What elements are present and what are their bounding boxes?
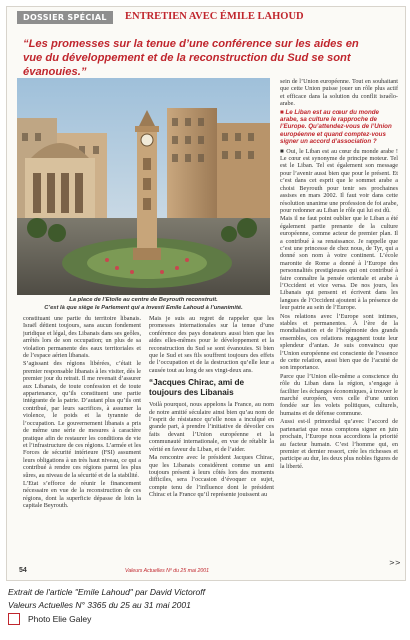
column3-paragraph: Parce que l’Union elle-même a conscience du rôle du Liban dans la région, s’engage à faciliter les échanges économiques, à trouver le marché européen, vers celle d’une union fondée sur les volets politiques, culturels, humains et de défense commune. [280,372,398,417]
column2-paragraph: Voilà pourquoi, nous appelons la France, au nom de notre amitié séculaire ainsi bien qu’au nom de l’esprit de résistance qu’elle nous a inculqué en grande part, à prendre l’initiative de dévoiler ces faits devant l’Union européenne et la communauté internationale, en vue de rétablir la vérité en faveur du Liban, et de l’aider. [149,401,274,453]
section-title: ENTRETIEN AVEC ÉMILE LAHOUD [125,11,304,22]
section-tag: DOSSIER SPÉCIAL [17,11,113,24]
column2-paragraph: Mais je suis au regret de rappeler que les promesses internationales sur la tenue d’une conférence des pays donateurs aussi bien que les aides elles-mêmes pour le développement et la reconstruction du Sud se sont évanouies. Si bien que le Sud et ses fils souffrent toujours des effets de l’occupation et de la destruction qu’elle leur a causée tout au long de ses vingt-deux ans. [149,315,274,374]
headline-quote: “Les promesses sur la tenue d’une conférence sur les aides en vue du développement et de la reconstruction du Sud se sont évanouies.” [23,38,359,78]
article-column-3 [280,78,398,561]
photo-caption-line1: La place de l’Etoile au centre de Beyrouth reconstruit. [69,297,218,303]
interview-question: ■ Le Liban est au cœur du monde arabe, sa culture le rapproche de l’Europe. Qu’attendez-vous de l’Union européenne et quand comptez-vous signer un accord d’association ? [280,108,392,146]
article-column-1 [23,315,141,561]
magazine-page [6,6,406,581]
column1-paragraph: constituant une partie du territoire libanais. Israël détient toujours, sans aucun fondement juridique et légal, des Libanais dans ses geôles, arrêtés lors de son occupation; un plus de sa violation permanente des eaux territoriales et de l’espace aérien libanais. [23,315,141,360]
subheading: “Jacques Chirac, ami de toujours des Libanais [149,378,245,397]
column3-paragraph: Nos relations avec l’Europe sont intimes, stables et permanentes. À l’ère de la mondialisation et de l’hégémonie des grands ensembles, ces relations regagnent toute leur splendeur d’antan. Je suis convaincu que l’Union européenne est consciente de l’essence de cette relation, aussi bien que de l’acuité de son importance. [280,312,398,372]
page-footer [7,559,406,581]
photo-place-etoile [17,78,270,295]
column3-paragraph: Aussi est-il primordial qu’avec l’accord de partenariat que nous comptons signer en juin prochain, l’Europe nous accordions la priorité au facteur humain. C’est l’homme qui, en premier et dernier ressort, crée les richesses et participe au dur, les deux plus nobles figures de la liberté. [280,418,398,470]
continue-arrow-icon: >> [389,559,401,567]
photo-credit-checkbox-icon [8,613,20,625]
column3-paragraph: Mais il ne faut point oublier que le Liban a été également partie prenante de la culture européenne, comme acteur de premier plan. Il a contribué à sa renaissance. Je rappelle que c’est une princesse de chez nous, de Tyr, qui a donné son nom à votre continent. L’école maronite de Rome a donné à l’Europe des personnalités prestigieuses qui ont contribué à faire connaître la pensée orientale et arabe à l’Occident et vice versa. De nos jours, les Libanais qui pensent et écrivent dans les langues de l’Occident ajoutent à la présence de leur patrie au sein de l’Europe. [280,215,398,312]
credit-publication: Valeurs Actuelles N° 3365 du 25 au 31 mai 2001 [8,600,191,610]
photo-illustration [17,78,270,295]
page-number: 54 [19,567,27,574]
article-column-2 [149,315,274,561]
photo-caption-line2: C’est là que siège le Parlement qui a investi Emile Lahoud à l’unanimité. [44,304,243,311]
credit-article: Extrait de l'article "Emile Lahoud" par David Victoroff [8,587,205,597]
column3-intro: sein de l’Union européenne. Tout en souhaitant que cette Union puisse jouer un rôle plus actif et efficace dans la solution du conflit israélo-arabe. [280,78,398,108]
page-header [7,7,406,27]
column3-paragraph: ■ Oui, le Liban est au cœur du monde arabe ! Le cœur est synonyme de principe moteur. Tel est le Liban. Tel est également son message pour l’avenir aussi bien que pour le présent. Et c’est dans cet esprit que le sommet arabe a choisi Beyrouth pour tenir ses prochaines assises en mars 2002. Il faut voir dans cette résolution unanime une profession de foi arabe, pour redonner au Liban le rôle qui lui est dû. [280,147,398,214]
credit-photo: Photo Elie Galey [28,614,92,624]
column1-paragraph: S’agissant des régions libérées, c’était le premier responsable libanais à les visiter, dès le premier jour du retrait. Il me revenait d’assurer aux Libanais, de toute confession et de toute appartenance, qu’ils constituent une partie intégrante de la patrie. D’autant plus qu’ils ont contribué, par leurs sacrifices, à assumer la violence, le poids et la tyrannie de l’occupation. Le gouvernement libanais a pris de même une série de mesures à caractère pratique afin de restaurer les conditions de vie et l’infrastructure de ces régions. L’armée et les Forces de sécurité intérieure (FSI) assument leurs obligations à un très haut niveau, ce qui a contribué à rendre ces régions parmi les plus sûres, au niveau de la sécurité et de la stabilité. [23,360,141,479]
footer-source: Valeurs Actuelles Nº du 25 mai 2001 [125,568,209,574]
photo-caption [17,297,270,315]
column1-paragraph: L’Etat s’efforce de réunir le financement nécessaire en vue de la reconstruction de ces régions, dont la superficie dépasse de loin la capitale Beyrouth. [23,479,141,510]
column2-paragraph: Ma rencontre avec le président Jacques Chirac, que les Libanais considèrent comme un ami toujours présent à leurs côtés lors des moments difficiles, sera l’occasion d’évoquer ce sujet, compte tenu de l’influence dont le président Chirac et la France qu’il représente jouissent au [149,454,274,499]
